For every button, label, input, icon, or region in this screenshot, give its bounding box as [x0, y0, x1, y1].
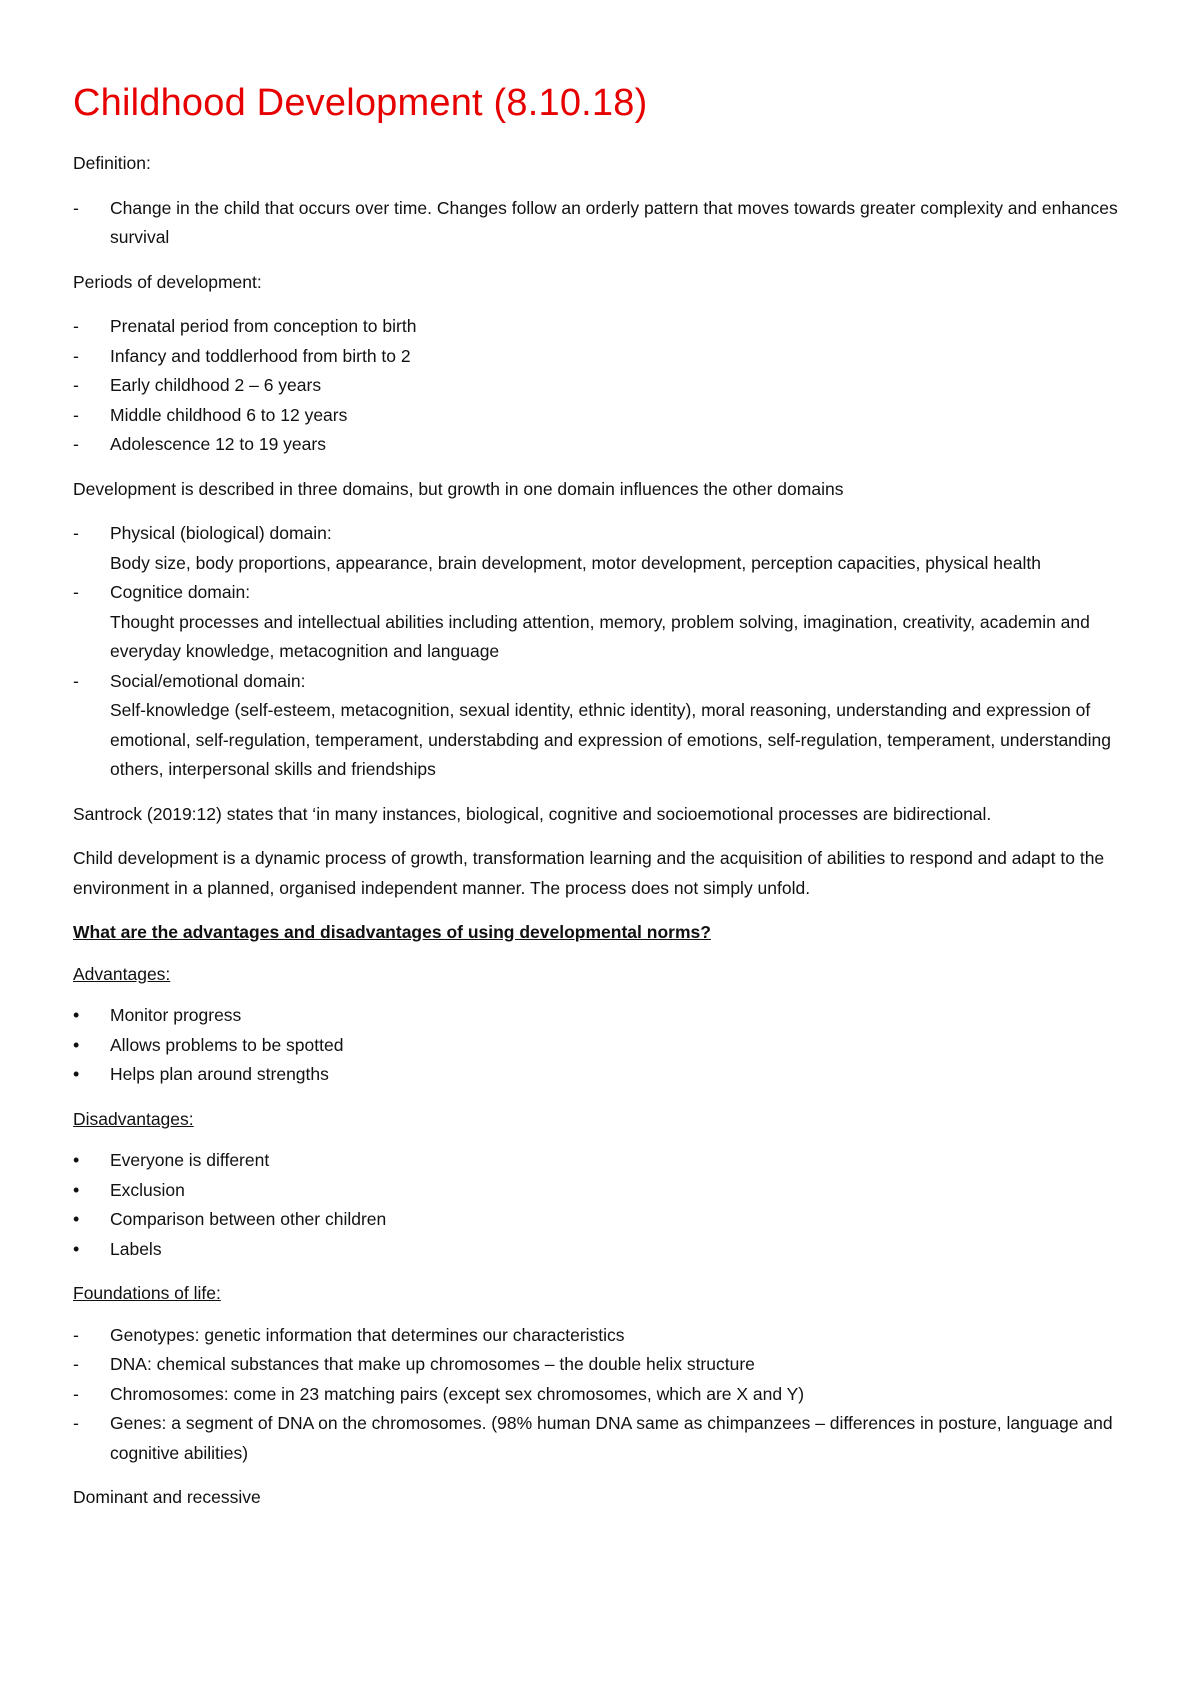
dash-marker: -: [73, 434, 79, 454]
domain-name: Physical (biological) domain:: [110, 523, 332, 543]
dash-marker: -: [73, 1354, 79, 1374]
dash-marker: -: [73, 523, 79, 543]
domain-name: Social/emotional domain:: [110, 670, 306, 691]
advantages-list: [73, 1001, 1143, 1090]
periods-list: [73, 312, 1143, 460]
list-item: [73, 519, 1143, 578]
list-item: • Allows problems to be spotted: [73, 1031, 1143, 1061]
foundations-label: Foundations of life:: [73, 1283, 221, 1303]
list-item: [73, 667, 1143, 785]
list-item: - Early childhood 2 – 6 years: [73, 371, 1143, 401]
dash-marker: -: [73, 1413, 79, 1433]
bullet-marker: •: [73, 1238, 80, 1259]
list-item: - Genotypes: genetic information that determines our characteristics: [73, 1321, 1143, 1351]
list-item: - Prenatal period from conception to birth: [73, 312, 1143, 342]
list-item: • Everyone is different: [73, 1146, 1143, 1176]
bullet-marker: •: [73, 1209, 80, 1229]
domains-list: [73, 519, 1143, 785]
list-item: - Genes: a segment of DNA on the chromosomes. (98% human DNA same as chimpanzees – differences in posture, language and cognitive abilities): [73, 1409, 1143, 1468]
dash-marker: -: [73, 582, 79, 602]
advantages-label: Advantages:: [73, 963, 171, 984]
bullet-marker: •: [73, 1179, 80, 1200]
dash-marker: -: [73, 1383, 79, 1404]
list-item: [73, 578, 1143, 667]
list-item: • Labels: [73, 1235, 1143, 1265]
dash-marker: -: [73, 316, 79, 336]
dynamic-paragraph: Child development is a dynamic process of growth, transformation learning and the acquisition of abilities to respond and adapt to the environment in a planned, organised independent manner. The process does not simply unfold.: [73, 848, 1105, 898]
bullet-marker: •: [73, 1064, 80, 1084]
disadvantages-label: Disadvantages:: [73, 1108, 194, 1129]
page-title: Childhood Development (8.10.18): [73, 82, 648, 124]
norms-question-heading: What are the advantages and disadvantages of using developmental norms?: [73, 922, 711, 942]
dash-marker: -: [73, 670, 79, 691]
santrock-paragraph: Santrock (2019:12) states that ‘in many instances, biological, cognitive and socioemotional processes are bidirectional.: [73, 803, 992, 824]
foundations-list: [73, 1321, 1143, 1469]
dash-marker: -: [73, 375, 79, 395]
list-item: - Adolescence 12 to 19 years: [73, 430, 1143, 460]
domain-detail: Body size, body proportions, appearance, brain development, motor development, perception capacities, physical health: [110, 552, 1041, 573]
definition-label: Definition:: [73, 153, 151, 173]
dash-marker: -: [73, 1324, 79, 1345]
domains-intro: Development is described in three domains, but growth in one domain influences the other domains: [73, 478, 844, 499]
list-item: • Exclusion: [73, 1176, 1143, 1206]
domain-detail: Thought processes and intellectual abilities including attention, memory, problem solving, imagination, creativity, academin and everyday knowledge, metacognition and language: [110, 611, 1090, 661]
periods-label: Periods of development:: [73, 271, 262, 292]
bullet-marker: •: [73, 1005, 80, 1025]
domain-detail: Self-knowledge (self-esteem, metacognition, sexual identity, ethnic identity), moral reasoning, understanding and expression of emotional, self-regulation, temperament, understabding and expression of emotions, self-regulation, temperament, understanding others, interpersonal skills and friendships: [110, 700, 1111, 779]
disadvantages-list: [73, 1146, 1143, 1264]
list-item: - Change in the child that occurs over time. Changes follow an orderly pattern that moves towards greater complexity and enhances survival: [73, 194, 1143, 253]
list-item: • Helps plan around strengths: [73, 1060, 1143, 1090]
list-item: - Infancy and toddlerhood from birth to 2: [73, 342, 1143, 372]
list-item: - DNA: chemical substances that make up chromosomes – the double helix structure: [73, 1350, 1143, 1380]
domain-name: Cognitice domain:: [110, 582, 251, 602]
dash-marker: -: [73, 197, 79, 218]
dash-marker: -: [73, 404, 79, 425]
dash-marker: -: [73, 345, 79, 366]
list-item: • Monitor progress: [73, 1001, 1143, 1031]
bullet-marker: •: [73, 1034, 80, 1055]
list-item: - Chromosomes: come in 23 matching pairs (except sex chromosomes, which are X and Y): [73, 1380, 1143, 1410]
dominant-recessive-label: Dominant and recessive: [73, 1487, 261, 1507]
list-item: • Comparison between other children: [73, 1205, 1143, 1235]
bullet-marker: •: [73, 1150, 80, 1170]
list-item: - Middle childhood 6 to 12 years: [73, 401, 1143, 431]
document-body: [73, 80, 1143, 1528]
definition-list: [73, 194, 1143, 253]
